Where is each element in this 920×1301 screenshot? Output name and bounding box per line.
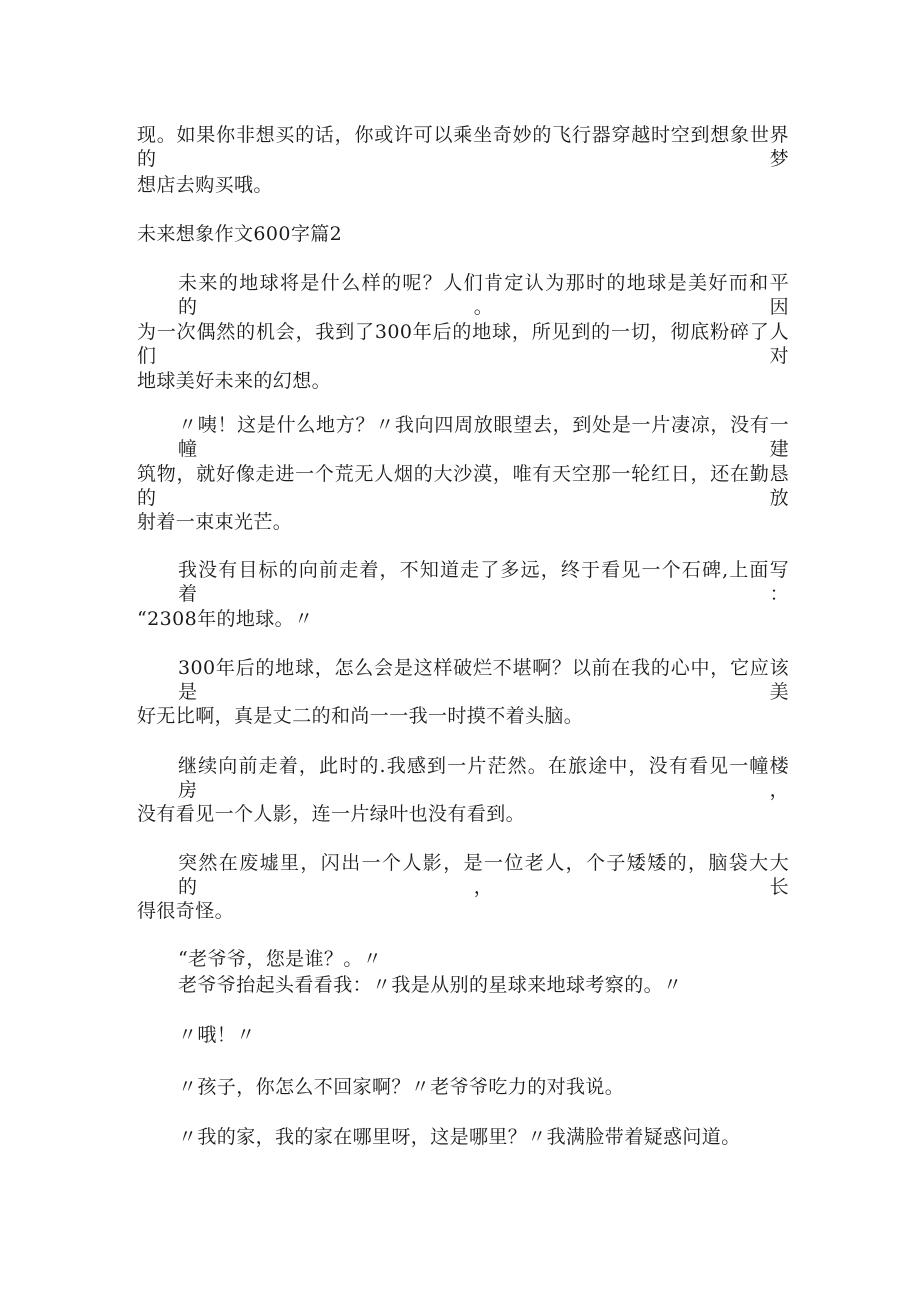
text-line: 好无比啊，真是丈二的和尚一一我一时摸不着头脑。 — [137, 705, 584, 727]
text-line: 得很奇怪。 — [137, 900, 235, 922]
text-line: 突然在废墟里，闪出一个人影，是一位老人，个子矮矮的，脑袋大大的，长 — [178, 852, 789, 898]
text-line: 射着一束束光芒。 — [137, 511, 293, 533]
text-line: 现。如果你非想买的话，你或许可以乘坐奇妙的飞行器穿越时空到想象世界的梦 — [137, 124, 789, 170]
dialogue-line: 〃孩子，你怎么不回家啊？〃老爷爷吃力的对我说。 — [178, 1076, 625, 1098]
dialogue-line: “老爷爷，您是谁？。〃 — [178, 948, 383, 970]
dialogue-line: 老爷爷抬起头看看我：〃我是从别的星球来地球考察的。〃 — [178, 974, 683, 996]
text-line: 〃咦！这是什么地方？〃我向四周放眼望去，到处是一片凄凉，没有一幢建 — [178, 414, 789, 460]
text-line: 筑物，就好像走进一个荒无人烟的大沙漠，唯有天空那一轮红日，还在勤恳的放 — [137, 463, 789, 509]
text-line: 想店去购买哦。 — [137, 174, 273, 196]
text-line: 为一次偶然的机会，我到了300年后的地球，所见到的一切，彻底粉碎了人们对 — [137, 321, 789, 367]
text-line: 继续向前走着，此时的.我感到一片茫然。在旅途中，没有看见一幢楼房， — [178, 755, 789, 801]
text-line: 我没有目标的向前走着，不知道走了多远，终于看见一个石碑,上面写着： — [178, 559, 789, 605]
dialogue-line: 〃我的家，我的家在哪里呀，这是哪里？〃我满脸带着疑惑问道。 — [178, 1126, 741, 1148]
text-line: 300年后的地球，怎么会是这样破烂不堪啊？以前在我的心中，它应该是美 — [178, 657, 789, 703]
text-line: 地球美好未来的幻想。 — [137, 370, 332, 392]
text-line: 没有看见一个人影，连一片绿叶也没有看到。 — [137, 803, 526, 825]
text-line: 未来的地球将是什么样的呢？人们肯定认为那时的地球是美好而和平的。因 — [178, 272, 789, 318]
section-heading: 未来想象作文600字篇2 — [137, 223, 343, 245]
text-line: “2308年的地球。〃 — [137, 608, 314, 630]
dialogue-line: 〃哦！〃 — [178, 1024, 256, 1046]
